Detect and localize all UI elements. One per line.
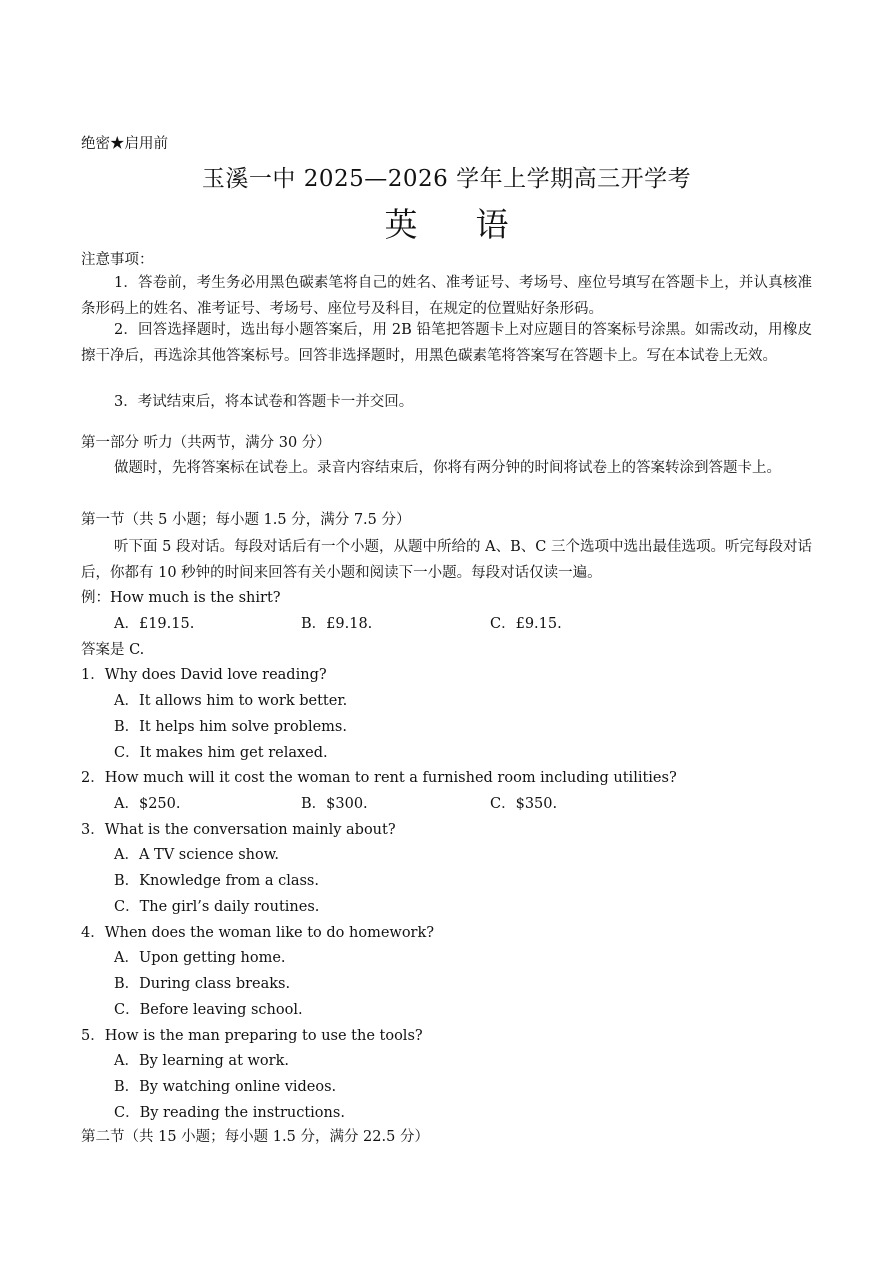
question-5-option-c: C．By reading the instructions. [114, 1105, 345, 1121]
question-3-option-c: C．The girl’s daily routines. [114, 899, 320, 915]
question-3-option-a: A．A TV science show. [114, 847, 280, 863]
question-1-option-b: B．It helps him solve problems. [114, 719, 347, 735]
section1-heading: 第一节（共 5 小题；每小题 1.5 分，满分 7.5 分） [81, 512, 411, 528]
subject-title [0, 204, 893, 246]
question-2-stem: 2．How much will it cost the woman to rent a furnished room including utilities? [81, 770, 677, 786]
question-4-option-a: A．Upon getting home. [114, 950, 286, 966]
subject-char-1: 英 [384, 205, 418, 244]
question-2-option-c: C．$350. [490, 796, 558, 812]
example-answer: 答案是 C. [81, 642, 145, 658]
question-2-option-b: B．$300. [301, 796, 368, 812]
confidential-label: 绝密★启用前 [81, 136, 168, 152]
example-option-b: B．£9.18. [301, 616, 373, 632]
exam-title: 玉溪一中 2025—2026 学年上学期高三开学考 [201, 166, 692, 192]
question-1-option-c: C．It makes him get relaxed. [114, 745, 328, 761]
question-4-stem: 4．When does the woman like to do homework? [81, 925, 435, 941]
question-1-stem: 1．Why does David love reading? [81, 667, 327, 683]
notice-item-3: 3．考试结束后，将本试卷和答题卡一并交回。 [114, 394, 414, 410]
notice-heading: 注意事项： [81, 252, 154, 268]
part1-heading: 第一部分 听力（共两节，满分 30 分） [81, 435, 331, 451]
question-3-option-b: B．Knowledge from a class. [114, 873, 319, 889]
question-2-option-a: A．$250. [114, 796, 181, 812]
question-3-stem: 3．What is the conversation mainly about? [81, 822, 396, 838]
section2-heading: 第二节（共 15 小题；每小题 1.5 分，满分 22.5 分） [81, 1129, 429, 1145]
notice-item-1: 1．答卷前，考生务必用黑色碳素笔将自己的姓名、准考证号、考场号、座位号填写在答题卡上，并认真核准条形码上的姓名、准考证号、考场号、座位号及科目，在规定的位置贴好条形码。 [81, 275, 812, 317]
question-5-option-a: A．By learning at work. [114, 1053, 289, 1069]
part1-intro: 做题时，先将答案标在试卷上。录音内容结束后，你将有两分钟的时间将试卷上的答案转涂到答题卡上。 [114, 460, 781, 476]
question-5-option-b: B．By watching online videos. [114, 1079, 337, 1095]
subject-char-2: 语 [475, 205, 509, 244]
section1-intro: 听下面 5 段对话。每段对话后有一个小题，从题中所给的 A、B、C 三个选项中选出最佳选项。听完每段对话后，你都有 10 秒钟的时间来回答有关小题和阅读下一小题。每段对话仅读一遍。 [81, 539, 812, 581]
notice-item-2: 2．回答选择题时，选出每小题答案后，用 2B 铅笔把答题卡上对应题目的答案标号涂黑。如需改动，用橡皮擦干净后，再选涂其他答案标号。回答非选择题时，用黑色碳素笔将答案写在答题卡上。写在本试卷上无效。 [81, 322, 812, 364]
question-1-option-a: A．It allows him to work better. [114, 693, 348, 709]
question-4-option-b: B．During class breaks. [114, 976, 291, 992]
question-5-stem: 5．How is the man preparing to use the tools? [81, 1028, 423, 1044]
example-option-c: C．£9.15. [490, 616, 562, 632]
example-question: 例：How much is the shirt? [81, 590, 281, 606]
question-4-option-c: C．Before leaving school. [114, 1002, 303, 1018]
example-option-a: A．£19.15. [114, 616, 195, 632]
